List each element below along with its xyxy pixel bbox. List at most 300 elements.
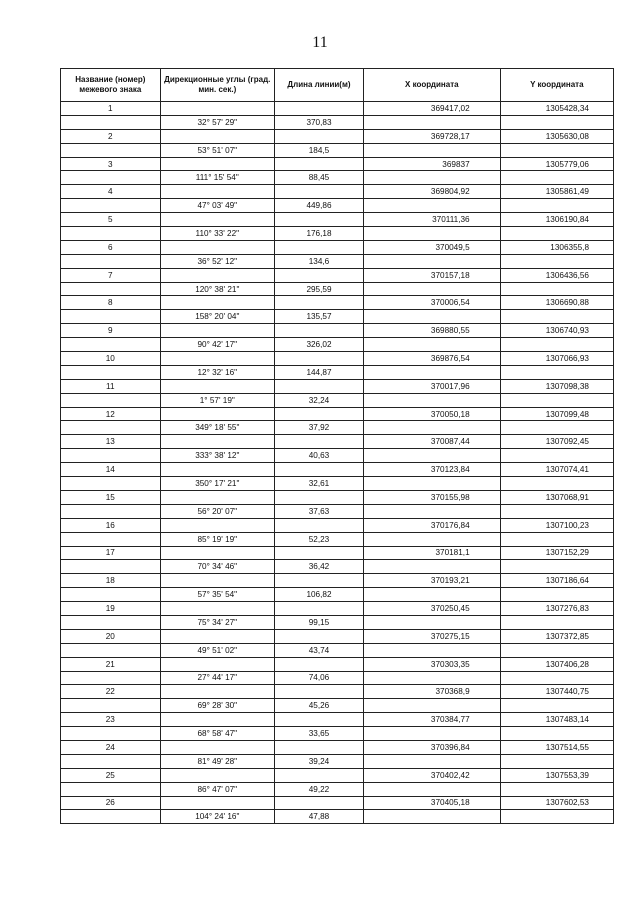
cell-angle bbox=[160, 213, 274, 227]
table-row bbox=[61, 379, 614, 393]
cell-y bbox=[500, 171, 613, 185]
cell-length: 52,23 bbox=[274, 532, 363, 546]
cell-y: 1307602,53 bbox=[500, 796, 613, 810]
table-row bbox=[61, 602, 614, 616]
cell-angle bbox=[160, 768, 274, 782]
table-row bbox=[61, 324, 614, 338]
cell-name: 20 bbox=[61, 629, 161, 643]
cell-y: 1307068,91 bbox=[500, 490, 613, 504]
cell-angle bbox=[160, 129, 274, 143]
cell-angle bbox=[160, 602, 274, 616]
table-row bbox=[61, 754, 614, 768]
cell-x: 370155,98 bbox=[363, 490, 500, 504]
cell-length: 184,5 bbox=[274, 143, 363, 157]
cell-length: 74,06 bbox=[274, 671, 363, 685]
cell-x bbox=[363, 171, 500, 185]
cell-name: 18 bbox=[61, 574, 161, 588]
cell-length bbox=[274, 407, 363, 421]
cell-angle: 68° 58' 47" bbox=[160, 727, 274, 741]
cell-y: 1307514,55 bbox=[500, 740, 613, 754]
cell-y bbox=[500, 421, 613, 435]
cell-y: 1306690,88 bbox=[500, 296, 613, 310]
cell-name bbox=[61, 365, 161, 379]
table-header-row bbox=[61, 69, 614, 102]
cell-x bbox=[363, 643, 500, 657]
cell-name bbox=[61, 143, 161, 157]
cell-x bbox=[363, 143, 500, 157]
cell-y bbox=[500, 310, 613, 324]
cell-length bbox=[274, 685, 363, 699]
cell-name bbox=[61, 560, 161, 574]
cell-y bbox=[500, 727, 613, 741]
cell-x: 370250,45 bbox=[363, 602, 500, 616]
cell-angle bbox=[160, 102, 274, 116]
cell-x bbox=[363, 227, 500, 241]
cell-length bbox=[274, 713, 363, 727]
cell-length bbox=[274, 518, 363, 532]
cell-x: 369880,55 bbox=[363, 324, 500, 338]
cell-length bbox=[274, 490, 363, 504]
cell-name: 24 bbox=[61, 740, 161, 754]
cell-y: 1306740,93 bbox=[500, 324, 613, 338]
cell-angle: 333° 38' 12" bbox=[160, 449, 274, 463]
cell-name: 16 bbox=[61, 518, 161, 532]
cell-angle: 56° 20' 07" bbox=[160, 504, 274, 518]
table-row bbox=[61, 574, 614, 588]
cell-name bbox=[61, 199, 161, 213]
cell-length bbox=[274, 768, 363, 782]
table-row bbox=[61, 393, 614, 407]
table-row bbox=[61, 615, 614, 629]
cell-length: 32,61 bbox=[274, 477, 363, 491]
cell-y: 1307372,85 bbox=[500, 629, 613, 643]
cell-y: 1306436,56 bbox=[500, 268, 613, 282]
cell-name bbox=[61, 671, 161, 685]
cell-angle bbox=[160, 324, 274, 338]
table-row bbox=[61, 699, 614, 713]
cell-length bbox=[274, 463, 363, 477]
header-length: Длина линии(м) bbox=[274, 69, 363, 102]
cell-name bbox=[61, 588, 161, 602]
cell-y bbox=[500, 338, 613, 352]
cell-length: 134,6 bbox=[274, 254, 363, 268]
cell-length: 37,92 bbox=[274, 421, 363, 435]
cell-length bbox=[274, 740, 363, 754]
cell-y: 1307553,39 bbox=[500, 768, 613, 782]
cell-name bbox=[61, 754, 161, 768]
table-row bbox=[61, 421, 614, 435]
cell-x: 369417,02 bbox=[363, 102, 500, 116]
cell-x: 370017,96 bbox=[363, 379, 500, 393]
cell-angle bbox=[160, 185, 274, 199]
cell-length bbox=[274, 185, 363, 199]
cell-name bbox=[61, 477, 161, 491]
cell-name bbox=[61, 699, 161, 713]
cell-y bbox=[500, 477, 613, 491]
table-row bbox=[61, 740, 614, 754]
cell-name bbox=[61, 449, 161, 463]
table-row bbox=[61, 240, 614, 254]
cell-x: 370006,54 bbox=[363, 296, 500, 310]
cell-x bbox=[363, 338, 500, 352]
table-row bbox=[61, 657, 614, 671]
table-row bbox=[61, 213, 614, 227]
cell-angle: 86° 47' 07" bbox=[160, 782, 274, 796]
cell-y: 1307483,14 bbox=[500, 713, 613, 727]
cell-name: 14 bbox=[61, 463, 161, 477]
cell-angle bbox=[160, 657, 274, 671]
cell-x bbox=[363, 365, 500, 379]
cell-name: 7 bbox=[61, 268, 161, 282]
cell-x bbox=[363, 115, 500, 129]
table-row bbox=[61, 296, 614, 310]
table-row bbox=[61, 338, 614, 352]
cell-name: 23 bbox=[61, 713, 161, 727]
cell-length: 144,87 bbox=[274, 365, 363, 379]
cell-y: 1307092,45 bbox=[500, 435, 613, 449]
cell-angle bbox=[160, 518, 274, 532]
cell-y bbox=[500, 560, 613, 574]
cell-name bbox=[61, 810, 161, 824]
cell-angle bbox=[160, 490, 274, 504]
cell-angle bbox=[160, 352, 274, 366]
cell-angle: 47° 03' 49" bbox=[160, 199, 274, 213]
cell-y: 1305428,34 bbox=[500, 102, 613, 116]
cell-name: 12 bbox=[61, 407, 161, 421]
cell-x bbox=[363, 532, 500, 546]
cell-x bbox=[363, 810, 500, 824]
cell-length bbox=[274, 574, 363, 588]
cell-y: 1307276,83 bbox=[500, 602, 613, 616]
cell-name: 9 bbox=[61, 324, 161, 338]
cell-y bbox=[500, 532, 613, 546]
table-row bbox=[61, 199, 614, 213]
cell-y bbox=[500, 227, 613, 241]
cell-length: 326,02 bbox=[274, 338, 363, 352]
cell-length bbox=[274, 324, 363, 338]
cell-name: 5 bbox=[61, 213, 161, 227]
cell-x: 370181,1 bbox=[363, 546, 500, 560]
cell-y bbox=[500, 615, 613, 629]
cell-y: 1305630,08 bbox=[500, 129, 613, 143]
cell-angle: 110° 33' 22" bbox=[160, 227, 274, 241]
table-row bbox=[61, 629, 614, 643]
cell-angle: 27° 44' 17" bbox=[160, 671, 274, 685]
cell-x bbox=[363, 782, 500, 796]
cell-length: 135,57 bbox=[274, 310, 363, 324]
cell-angle bbox=[160, 379, 274, 393]
cell-length bbox=[274, 546, 363, 560]
cell-angle: 85° 19' 19" bbox=[160, 532, 274, 546]
cell-x bbox=[363, 282, 500, 296]
cell-name bbox=[61, 393, 161, 407]
cell-angle bbox=[160, 407, 274, 421]
cell-x: 370049,5 bbox=[363, 240, 500, 254]
table-row bbox=[61, 727, 614, 741]
table-row bbox=[61, 435, 614, 449]
table-row bbox=[61, 254, 614, 268]
cell-name: 6 bbox=[61, 240, 161, 254]
cell-name bbox=[61, 338, 161, 352]
cell-x bbox=[363, 254, 500, 268]
table-row bbox=[61, 352, 614, 366]
table-body bbox=[61, 102, 614, 824]
cell-x bbox=[363, 671, 500, 685]
cell-y: 1305861,49 bbox=[500, 185, 613, 199]
cell-x bbox=[363, 477, 500, 491]
cell-y bbox=[500, 754, 613, 768]
cell-angle bbox=[160, 629, 274, 643]
cell-length: 49,22 bbox=[274, 782, 363, 796]
cell-x: 370087,44 bbox=[363, 435, 500, 449]
cell-x: 370384,77 bbox=[363, 713, 500, 727]
table-row bbox=[61, 157, 614, 171]
header-x: X координата bbox=[363, 69, 500, 102]
table-row bbox=[61, 782, 614, 796]
cell-angle bbox=[160, 546, 274, 560]
table-row bbox=[61, 546, 614, 560]
cell-angle: 349° 18' 55" bbox=[160, 421, 274, 435]
table-row bbox=[61, 643, 614, 657]
boundary-points-table bbox=[60, 68, 614, 824]
cell-name bbox=[61, 171, 161, 185]
cell-y: 1307152,29 bbox=[500, 546, 613, 560]
cell-x: 370368,9 bbox=[363, 685, 500, 699]
table-row bbox=[61, 185, 614, 199]
cell-y bbox=[500, 699, 613, 713]
cell-y bbox=[500, 199, 613, 213]
table-row bbox=[61, 713, 614, 727]
cell-name: 3 bbox=[61, 157, 161, 171]
cell-x: 370157,18 bbox=[363, 268, 500, 282]
cell-x bbox=[363, 699, 500, 713]
cell-x: 370402,42 bbox=[363, 768, 500, 782]
cell-length bbox=[274, 213, 363, 227]
cell-x: 369876,54 bbox=[363, 352, 500, 366]
cell-y: 1306190,84 bbox=[500, 213, 613, 227]
cell-angle: 75° 34' 27" bbox=[160, 615, 274, 629]
cell-y: 1307406,28 bbox=[500, 657, 613, 671]
cell-name bbox=[61, 115, 161, 129]
table-row bbox=[61, 129, 614, 143]
cell-name: 15 bbox=[61, 490, 161, 504]
cell-x bbox=[363, 199, 500, 213]
cell-y bbox=[500, 143, 613, 157]
cell-y bbox=[500, 254, 613, 268]
cell-length: 88,45 bbox=[274, 171, 363, 185]
cell-name: 17 bbox=[61, 546, 161, 560]
table-row bbox=[61, 810, 614, 824]
cell-x: 370405,18 bbox=[363, 796, 500, 810]
table-row bbox=[61, 365, 614, 379]
table-row bbox=[61, 407, 614, 421]
cell-length: 45,26 bbox=[274, 699, 363, 713]
table-row bbox=[61, 310, 614, 324]
cell-length bbox=[274, 102, 363, 116]
table-row bbox=[61, 449, 614, 463]
cell-y bbox=[500, 504, 613, 518]
cell-angle: 104° 24' 16" bbox=[160, 810, 274, 824]
cell-angle bbox=[160, 268, 274, 282]
cell-y bbox=[500, 115, 613, 129]
cell-y: 1307066,93 bbox=[500, 352, 613, 366]
table-row bbox=[61, 532, 614, 546]
cell-angle bbox=[160, 796, 274, 810]
table-row bbox=[61, 102, 614, 116]
cell-x bbox=[363, 310, 500, 324]
cell-name: 22 bbox=[61, 685, 161, 699]
cell-y bbox=[500, 671, 613, 685]
cell-x: 369804,92 bbox=[363, 185, 500, 199]
cell-x: 370193,21 bbox=[363, 574, 500, 588]
cell-length bbox=[274, 240, 363, 254]
cell-length: 176,18 bbox=[274, 227, 363, 241]
cell-x: 370396,84 bbox=[363, 740, 500, 754]
cell-length bbox=[274, 268, 363, 282]
cell-x bbox=[363, 560, 500, 574]
cell-name: 8 bbox=[61, 296, 161, 310]
page-number: 11 bbox=[312, 34, 328, 51]
header-y: Y координата bbox=[500, 69, 613, 102]
cell-name bbox=[61, 727, 161, 741]
cell-angle bbox=[160, 713, 274, 727]
cell-angle: 350° 17' 21" bbox=[160, 477, 274, 491]
cell-angle: 111° 15' 54" bbox=[160, 171, 274, 185]
cell-name bbox=[61, 504, 161, 518]
cell-x: 370111,36 bbox=[363, 213, 500, 227]
cell-length bbox=[274, 129, 363, 143]
cell-name bbox=[61, 282, 161, 296]
cell-name: 10 bbox=[61, 352, 161, 366]
cell-name: 25 bbox=[61, 768, 161, 782]
cell-angle: 36° 52' 12" bbox=[160, 254, 274, 268]
cell-x bbox=[363, 393, 500, 407]
cell-y bbox=[500, 365, 613, 379]
cell-angle: 120° 38' 21" bbox=[160, 282, 274, 296]
cell-name bbox=[61, 254, 161, 268]
cell-name bbox=[61, 615, 161, 629]
table-row bbox=[61, 143, 614, 157]
cell-y: 1305779,06 bbox=[500, 157, 613, 171]
table-row bbox=[61, 768, 614, 782]
cell-x bbox=[363, 504, 500, 518]
cell-x bbox=[363, 615, 500, 629]
cell-length bbox=[274, 629, 363, 643]
cell-name bbox=[61, 532, 161, 546]
cell-x bbox=[363, 754, 500, 768]
cell-angle: 12° 32' 16" bbox=[160, 365, 274, 379]
cell-y bbox=[500, 393, 613, 407]
cell-length: 449,86 bbox=[274, 199, 363, 213]
cell-name: 4 bbox=[61, 185, 161, 199]
cell-length: 43,74 bbox=[274, 643, 363, 657]
cell-length bbox=[274, 796, 363, 810]
table-row bbox=[61, 560, 614, 574]
table-row bbox=[61, 227, 614, 241]
cell-angle bbox=[160, 296, 274, 310]
cell-name bbox=[61, 310, 161, 324]
table-row bbox=[61, 685, 614, 699]
cell-length bbox=[274, 296, 363, 310]
table-row bbox=[61, 518, 614, 532]
cell-x: 370275,15 bbox=[363, 629, 500, 643]
cell-angle: 1° 57' 19" bbox=[160, 393, 274, 407]
cell-y bbox=[500, 588, 613, 602]
cell-angle bbox=[160, 463, 274, 477]
table-row bbox=[61, 671, 614, 685]
cell-angle: 158° 20' 04" bbox=[160, 310, 274, 324]
table-row bbox=[61, 115, 614, 129]
cell-y bbox=[500, 643, 613, 657]
cell-angle: 90° 42' 17" bbox=[160, 338, 274, 352]
cell-y bbox=[500, 782, 613, 796]
cell-angle bbox=[160, 240, 274, 254]
cell-length: 40,63 bbox=[274, 449, 363, 463]
header-name: Название (номер) межевого знака bbox=[61, 69, 161, 102]
cell-x bbox=[363, 421, 500, 435]
cell-length: 295,59 bbox=[274, 282, 363, 296]
cell-y: 1306355,8 bbox=[500, 240, 613, 254]
cell-y bbox=[500, 282, 613, 296]
cell-name: 26 bbox=[61, 796, 161, 810]
cell-length: 106,82 bbox=[274, 588, 363, 602]
cell-y: 1307100,23 bbox=[500, 518, 613, 532]
cell-x bbox=[363, 588, 500, 602]
cell-length: 370,83 bbox=[274, 115, 363, 129]
cell-length: 33,65 bbox=[274, 727, 363, 741]
cell-angle: 32° 57' 29" bbox=[160, 115, 274, 129]
table-row bbox=[61, 477, 614, 491]
cell-x: 369837 bbox=[363, 157, 500, 171]
table-row bbox=[61, 490, 614, 504]
cell-length bbox=[274, 602, 363, 616]
cell-y: 1307099,48 bbox=[500, 407, 613, 421]
cell-name: 11 bbox=[61, 379, 161, 393]
table-row bbox=[61, 588, 614, 602]
cell-y: 1307074,41 bbox=[500, 463, 613, 477]
cell-y bbox=[500, 449, 613, 463]
table-row bbox=[61, 504, 614, 518]
cell-y: 1307440,75 bbox=[500, 685, 613, 699]
cell-length bbox=[274, 379, 363, 393]
cell-angle: 69° 28' 30" bbox=[160, 699, 274, 713]
cell-angle: 49° 51' 02" bbox=[160, 643, 274, 657]
cell-name bbox=[61, 421, 161, 435]
cell-x: 370050,18 bbox=[363, 407, 500, 421]
cell-angle bbox=[160, 435, 274, 449]
cell-name bbox=[61, 782, 161, 796]
table-row bbox=[61, 282, 614, 296]
table-row bbox=[61, 171, 614, 185]
cell-y: 1307186,64 bbox=[500, 574, 613, 588]
cell-x bbox=[363, 449, 500, 463]
cell-length: 47,88 bbox=[274, 810, 363, 824]
cell-length: 99,15 bbox=[274, 615, 363, 629]
cell-length: 36,42 bbox=[274, 560, 363, 574]
cell-x: 370303,35 bbox=[363, 657, 500, 671]
table-row bbox=[61, 796, 614, 810]
cell-name bbox=[61, 227, 161, 241]
cell-name: 2 bbox=[61, 129, 161, 143]
cell-length bbox=[274, 435, 363, 449]
cell-x: 369728,17 bbox=[363, 129, 500, 143]
cell-name bbox=[61, 643, 161, 657]
cell-angle: 57° 35' 54" bbox=[160, 588, 274, 602]
cell-name: 1 bbox=[61, 102, 161, 116]
cell-length bbox=[274, 352, 363, 366]
cell-angle bbox=[160, 157, 274, 171]
cell-angle: 81° 49' 28" bbox=[160, 754, 274, 768]
